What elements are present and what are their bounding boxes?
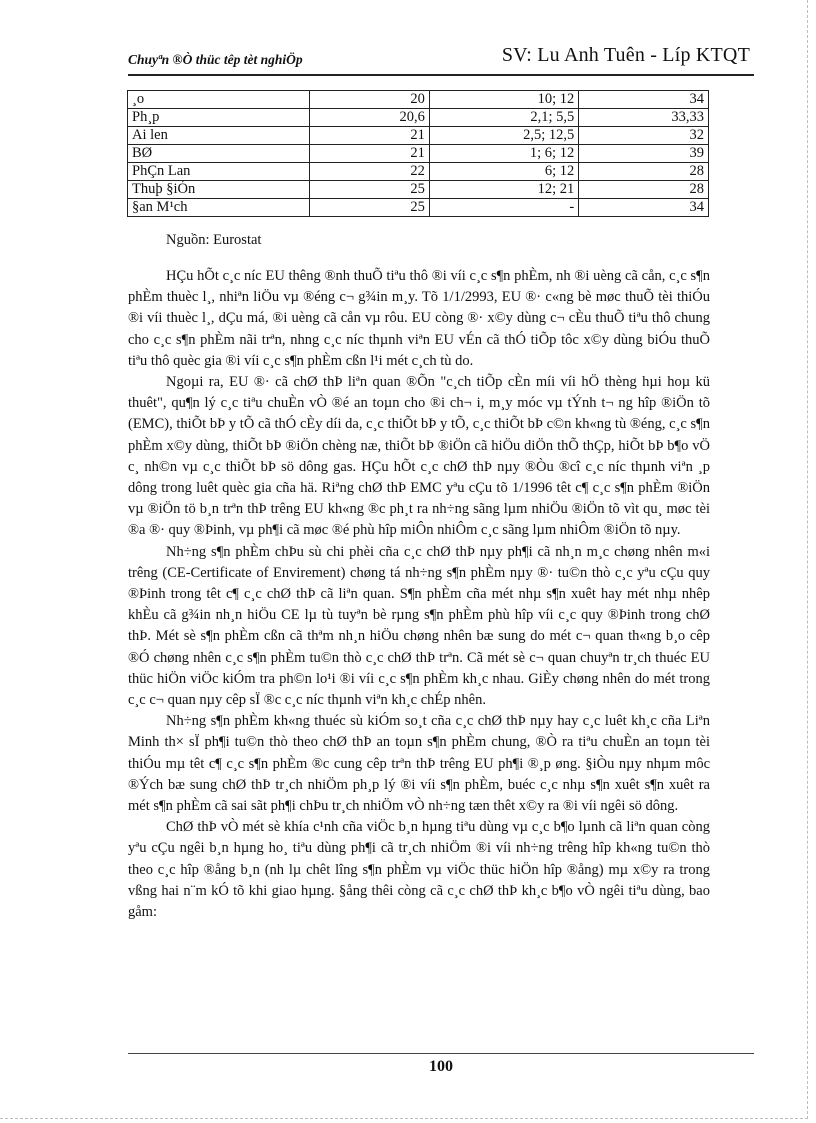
paragraph: HÇu hÕt c¸c níc EU thêng ®nh thuÕ tiªu thô ®i víi c¸c s¶n phÈm, nh ®i uèng cã cån, c¸c s¶n phÈm thuèc l¸, nhiªn liÖu vµ ®éng c¬ g¾in m¸y. Tõ 1/1/2993, EU ®· c«ng bè møc thuÕ tèi thiÓu ®i víi thuèc l¸, dÇu má, ®i uèng cã cån vµ rôu. EU còng ®· x©y dùng c¬ cÈu thuÕ tiªu thô chung cho c¸c s¶n phÈm nãi trªn, nhng c¸c níc thµnh viªn EU vÉn cã thÓ tiÕp tôc x©y dùng biÓu thuÕ tiªu thô quèc gia ®i víi c¸c s¶n phÈm cßn l¹i mét c¸ch tù do. [128,268,710,369]
table-cell-country: ¸o [128,91,310,109]
table-row [128,91,709,109]
table-cell: 2,5; 12,5 [429,127,578,145]
table-cell: 22 [310,163,430,181]
table-cell: 2,1; 5,5 [429,109,578,127]
table-cell: 28 [579,181,709,199]
table-row [128,163,709,181]
paragraph: Nh÷ng s¶n phÈm chÞu sù chi phèi cña c¸c chØ thÞ nµy ph¶i cã nh¸n m¸c chøng nhên m«i trêng (CE-Certificate of Envirement) chøng tá nh÷ng s¶n phÈm nµy ®· tu©n thò c¸c yªu cÇu quy ®Þinh trong têt c¶ c¸c chØ thÞ cã liªn quan. S¶n phÈm cña mét nhµ s¶n xuêt hay mét nhµ nhêp khÈu cã g¾in nh¸n hiÖu CE lµ tù tuyªn bè rµng s¶n phÈm phù hîp víi c¸c quy ®Þinh trong chØ thÞ. Mét sè s¶n phÈm cßn cã thªm nh¸n hiÖu chøng nhên bæ sung do mét c¬ quan th«ng b¸o cêp ®Ó chøng nhên c¸c s¶n phÈm tu©n thò c¸c chØ thÞ trªn. Cã mét sè c¬ quan chuyªn tr¸ch thuéc EU thüc hiÖn viÖc kiÓm tra ph©n lo¹i ®i víi c¸c s¶n phÈm kh¸c nhau. GiÈy chøng nhên do mét trong c¸c c¬ quan nµy cêp sÏ ®c c¸c níc thµnh viªn kh¸c chÉp nhên. [128,543,710,709]
body-text [128,266,710,923]
table-cell: 28 [579,163,709,181]
table-cell: 20 [310,91,430,109]
table-row [128,109,709,127]
table-cell-country: §an M¹ch [128,199,310,217]
table-cell-country: Ph¸p [128,109,310,127]
table-cell: 34 [579,199,709,217]
table-cell: 1; 6; 12 [429,145,578,163]
paragraph: ChØ thÞ vÒ mét sè khía c¹nh cña viÖc b¸n hµng tiªu dùng vµ c¸c b¶o lµnh cã liªn quan còng yªu cÇu ngêi b¸n hµng ho¸ tiªu dùng ph¶i cã tr¸ch nhiÖm ®i víi nh÷ng trêng hîp kh«ng tu©n thò theo c¸c hîp ®ång b¸n (nh lµ chêt lîng s¶n phÈm vµ viÖc thüc hiÖn hîp ®ång) mµ x©y ra trong vßng hai n¨m kÓ tõ khi giao hµng. §ång thêi còng cã c¸c chØ thÞ kh¸c b¶o vÒ ngêi tiªu dùng, bao gåm: [128,819,710,921]
footer-divider [128,1053,754,1054]
header-left-title: Chuyªn ®Ò thüc têp tèt nghiÖp [128,52,303,67]
table-row [128,181,709,199]
table-cell-country: Ai len [128,127,310,145]
table-cell: 34 [579,91,709,109]
table-cell-country: PhÇn Lan [128,163,310,181]
table-source-note: Nguồn: Eurostat [166,232,262,248]
paragraph: Nh÷ng s¶n phÈm kh«ng thuéc sù kiÓm so¸t cña c¸c chØ thÞ nµy hay c¸c luêt kh¸c cña Liªn Minh th× sÏ ph¶i tu©n thò theo chØ thÞ an toµn s¶n phÈm chung, ®Ò ra tiªu chuÈn an toµn tèi thiÓu mµ têt c¶ c¸c s¶n phÈm ®c cung cêp trªn thÞ trêng EU ph¶i ®¸p øng. §iÒu nµy nhµm môc ®Ých bæ sung chØ thÞ tr¸ch nhiÖm ph¸p lý ®i víi s¶n phÈm, buéc c¸c nhµ s¶n xuêt s¶n xuêt ra mét s¶n phÈm cã sai sãt ph¶i chÞu tr¸ch nhiÖm vÒ nh÷ng tæn thêt x©y ra ®i víi ngêi sö dông. [128,713,710,815]
table-cell: 12; 21 [429,181,578,199]
table-cell: 20,6 [310,109,430,127]
tax-table [127,90,709,217]
table-cell: 21 [310,145,430,163]
table-cell: 6; 12 [429,163,578,181]
header-right-author: SV: Lu Anh Tuên - Líp KTQT [501,44,750,66]
paragraph: Ngoµi ra, EU ®· cã chØ thÞ liªn quan ®Õn "c¸ch tiÕp cÈn míi víi hÖ thèng hµi hoµ kü thuêt", qu¶n lý c¸c tiªu chuÈn vÒ ®é an toµn cho ®i ch¬ i, m¸y móc vµ tÝnh t¬ ng hîp ®iÖn tõ (EMC), thiÕt bÞ y tÕ cã thÓ cÈy díi da, c¸c thiÕt bÞ y tÕ, c¸c thiÕt bÞ c©n kh«ng tù ®éng, c¸c s¶n phÈm x©y dùng, thiÕt bÞ ®iÖn chèng næ, thiÕt bÞ ®iÖn cã hiÖu diÖn thÕ thÇp, hiÕt bÞ b¶o vÖ c¸ nh©n vµ c¸c thiÕt bÞ sö dông gas. HÇu hÕt c¸c chØ thÞ nµy ®Òu ®cî c¸c níc thµnh viªn ¸p dông trong luêt quèc gia cña hä. Riªng chØ thÞ EMC yªu cÇu tõ 1/1996 têt c¶ c¸c s¶n phÈm ®iÖn vµ ®iÖn tö b¸n trªn thÞ trêng EU kh«ng ®c ph¸t ra nh÷ng sãng lµm nhiÖu ®iÖn tõ vìt qu¸ møc tèi ®a ®· quy ®Þinh, vµ ph¶i cã møc ®é phù hîp miÔn nhiÔm c¸c sãng lµm nhiÔm ®iÖn tõ nµy. [128,374,710,539]
table-row [128,199,709,217]
page-number: 100 [429,1058,453,1075]
table-cell: 39 [579,145,709,163]
table-cell: - [429,199,578,217]
page-header [128,44,754,76]
table-cell: 32 [579,127,709,145]
table-cell: 25 [310,181,430,199]
table-cell-country: Thuþ §iÓn [128,181,310,199]
table-cell-country: BØ [128,145,310,163]
table-cell: 33,33 [579,109,709,127]
table-cell: 25 [310,199,430,217]
table-row [128,145,709,163]
table-cell: 10; 12 [429,91,578,109]
table-row [128,127,709,145]
table-cell: 21 [310,127,430,145]
